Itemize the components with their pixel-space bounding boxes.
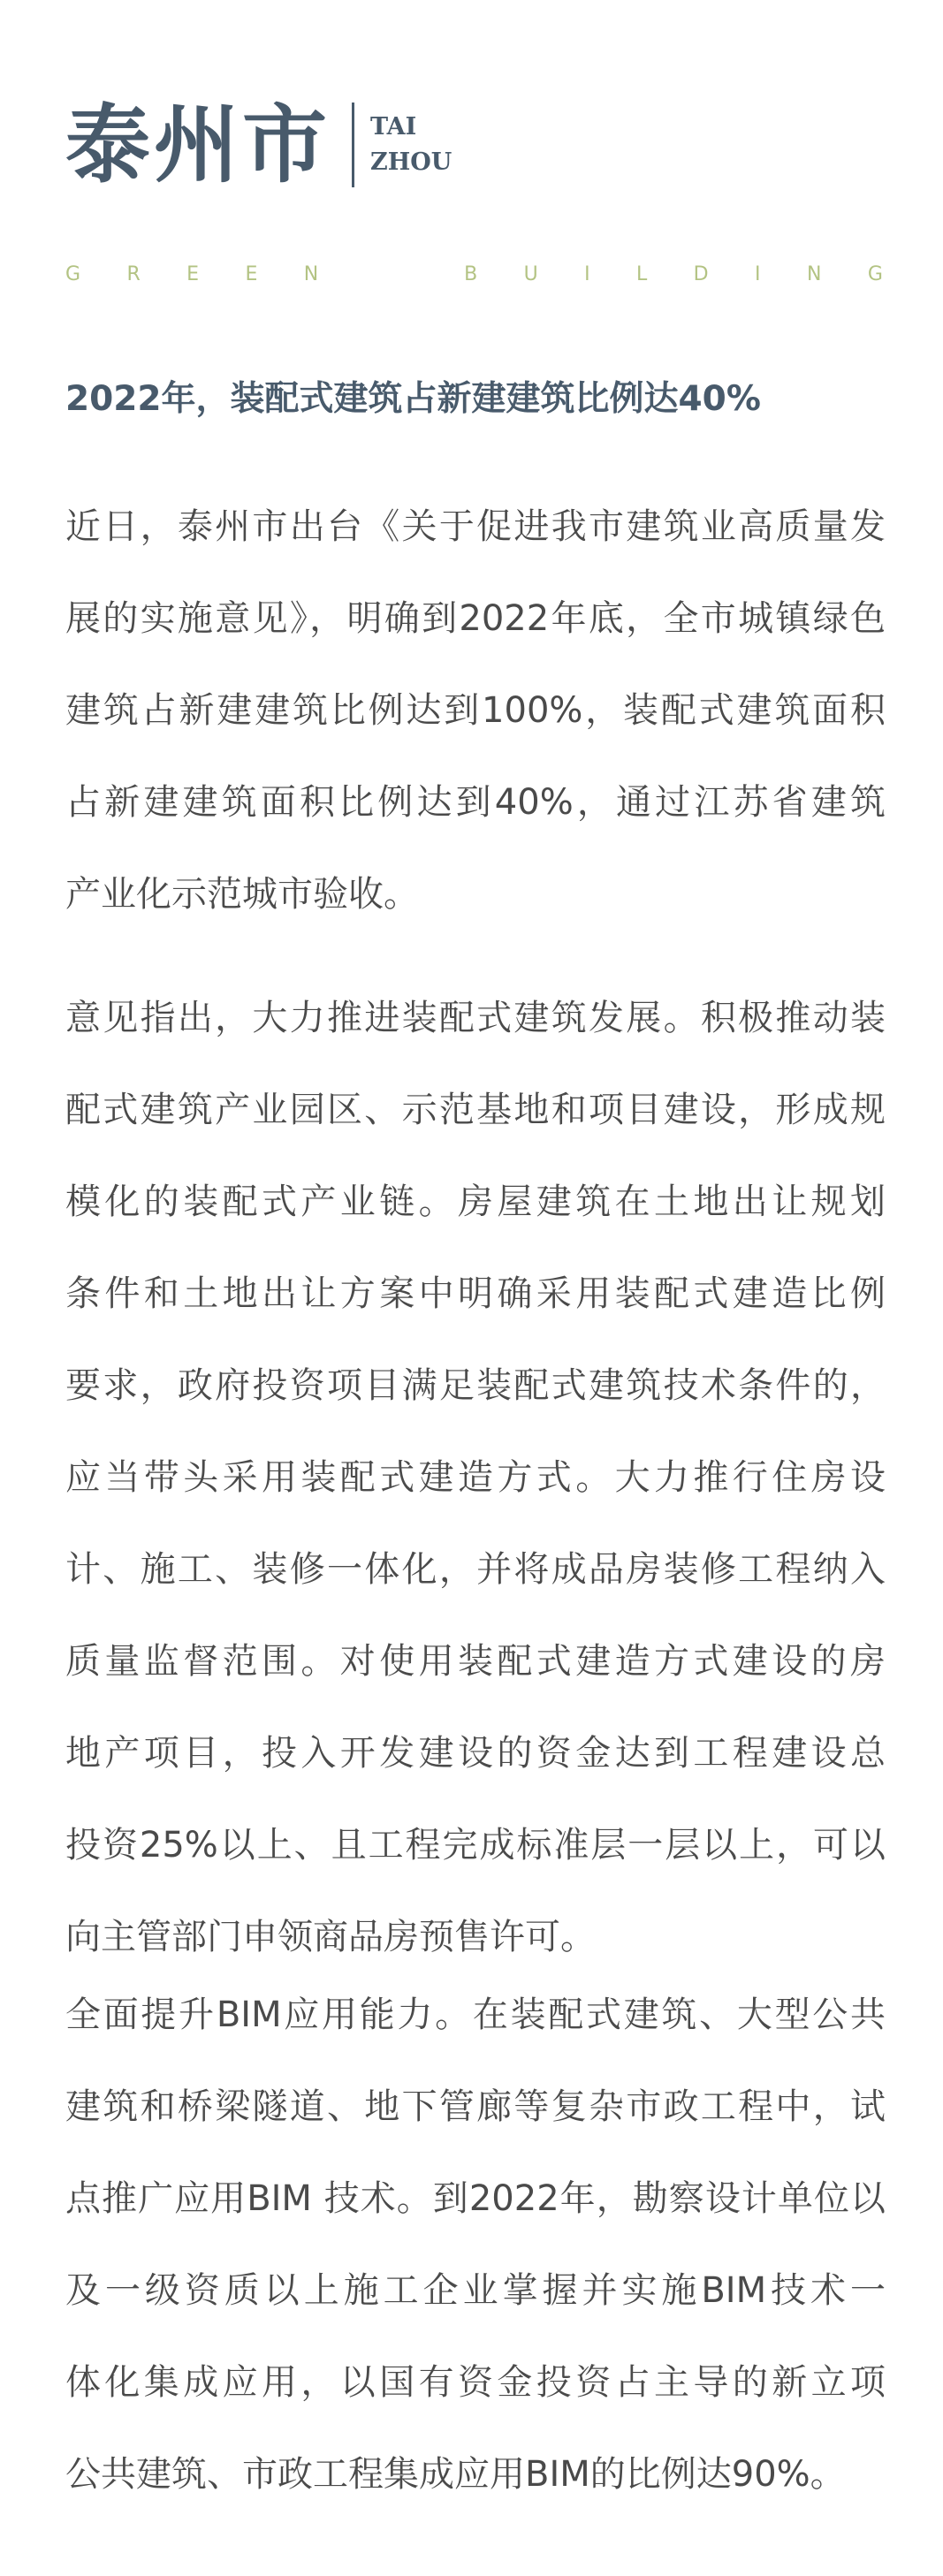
page-header bbox=[65, 92, 452, 198]
green-building-tagline bbox=[65, 263, 883, 285]
city-name-english-line1: TAI bbox=[370, 113, 417, 141]
paragraph-line: 全面提升BIM应用能力。在装配式建筑、大型公共 bbox=[65, 1995, 886, 2035]
tagline-letter: D bbox=[693, 263, 709, 285]
article-headline: 2022年，装配式建筑占新建建筑比例达40% bbox=[65, 379, 761, 419]
paragraph-line: 应当带头采用装配式建造方式。大力推行住房设 bbox=[65, 1457, 886, 1498]
tagline-letter: G bbox=[65, 263, 81, 285]
tagline-letter: E bbox=[245, 263, 258, 285]
paragraph-line: 意见指出，大力推进装配式建筑发展。积极推动装 bbox=[65, 998, 886, 1038]
paragraph-line: 体化集成应用，以国有资金投资占主导的新立项 bbox=[65, 2362, 886, 2403]
paragraph-line: 质量监督范围。对使用装配式建造方式建设的房 bbox=[65, 1641, 886, 1682]
tagline-letter: L bbox=[636, 263, 648, 285]
title-divider bbox=[352, 103, 354, 187]
paragraph-line: 地产项目，投入开发建设的资金达到工程建设总 bbox=[65, 1733, 886, 1774]
city-name-english-line2: ZHOU bbox=[370, 148, 452, 176]
paragraph-line: 点推广应用BIM 技术。到2022年，勘察设计单位以 bbox=[65, 2178, 886, 2219]
article-paragraph-1 bbox=[65, 481, 886, 940]
tagline-letter: I bbox=[755, 263, 761, 285]
paragraph-line: 条件和土地出让方案中明确采用装配式建造比例 bbox=[65, 1273, 886, 1314]
paragraph-line: 投资25%以上、且工程完成标准层一层以上，可以 bbox=[65, 1825, 886, 1866]
paragraph-line: 建筑占新建建筑比例达到100%，装配式建筑面积 bbox=[65, 690, 886, 731]
paragraph-line: 模化的装配式产业链。房屋建筑在土地出让规划 bbox=[65, 1182, 886, 1222]
paragraph-line: 展的实施意见》，明确到2022年底，全市城镇绿色 bbox=[65, 598, 886, 639]
article-paragraph-3 bbox=[65, 1969, 886, 2520]
tagline-letter: G bbox=[867, 263, 883, 285]
city-name-chinese: 泰州市 bbox=[65, 95, 331, 194]
paragraph-line: 公共建筑、市政工程集成应用BIM的比例达90%。 bbox=[65, 2454, 846, 2495]
tagline-letter: B bbox=[464, 263, 478, 285]
tagline-letter: N bbox=[303, 263, 319, 285]
tagline-letter: N bbox=[806, 263, 822, 285]
tagline-letter: E bbox=[186, 263, 200, 285]
tagline-gap bbox=[365, 263, 418, 285]
city-name-english bbox=[370, 110, 452, 180]
paragraph-line: 及一级资质以上施工企业掌握并实施BIM技术一 bbox=[65, 2270, 886, 2311]
paragraph-line: 占新建建筑面积比例达到40%，通过江苏省建筑 bbox=[65, 782, 886, 823]
paragraph-line: 配式建筑产业园区、示范基地和项目建设，形成规 bbox=[65, 1090, 886, 1130]
tagline-letter: R bbox=[126, 263, 141, 285]
paragraph-line: 计、施工、装修一体化，并将成品房装修工程纳入 bbox=[65, 1549, 886, 1590]
paragraph-line: 近日，泰州市出台《关于促进我市建筑业高质量发 bbox=[65, 506, 886, 547]
tagline-letter: I bbox=[584, 263, 590, 285]
paragraph-line: 向主管部门申领商品房预售许可。 bbox=[65, 1917, 596, 1957]
paragraph-line: 要求，政府投资项目满足装配式建筑技术条件的， bbox=[65, 1365, 886, 1406]
tagline-letter: U bbox=[523, 263, 538, 285]
paragraph-line: 建筑和桥梁隧道、地下管廊等复杂市政工程中，试 bbox=[65, 2086, 886, 2127]
paragraph-line: 产业化示范城市验收。 bbox=[65, 874, 419, 915]
article-paragraph-2 bbox=[65, 972, 886, 1983]
